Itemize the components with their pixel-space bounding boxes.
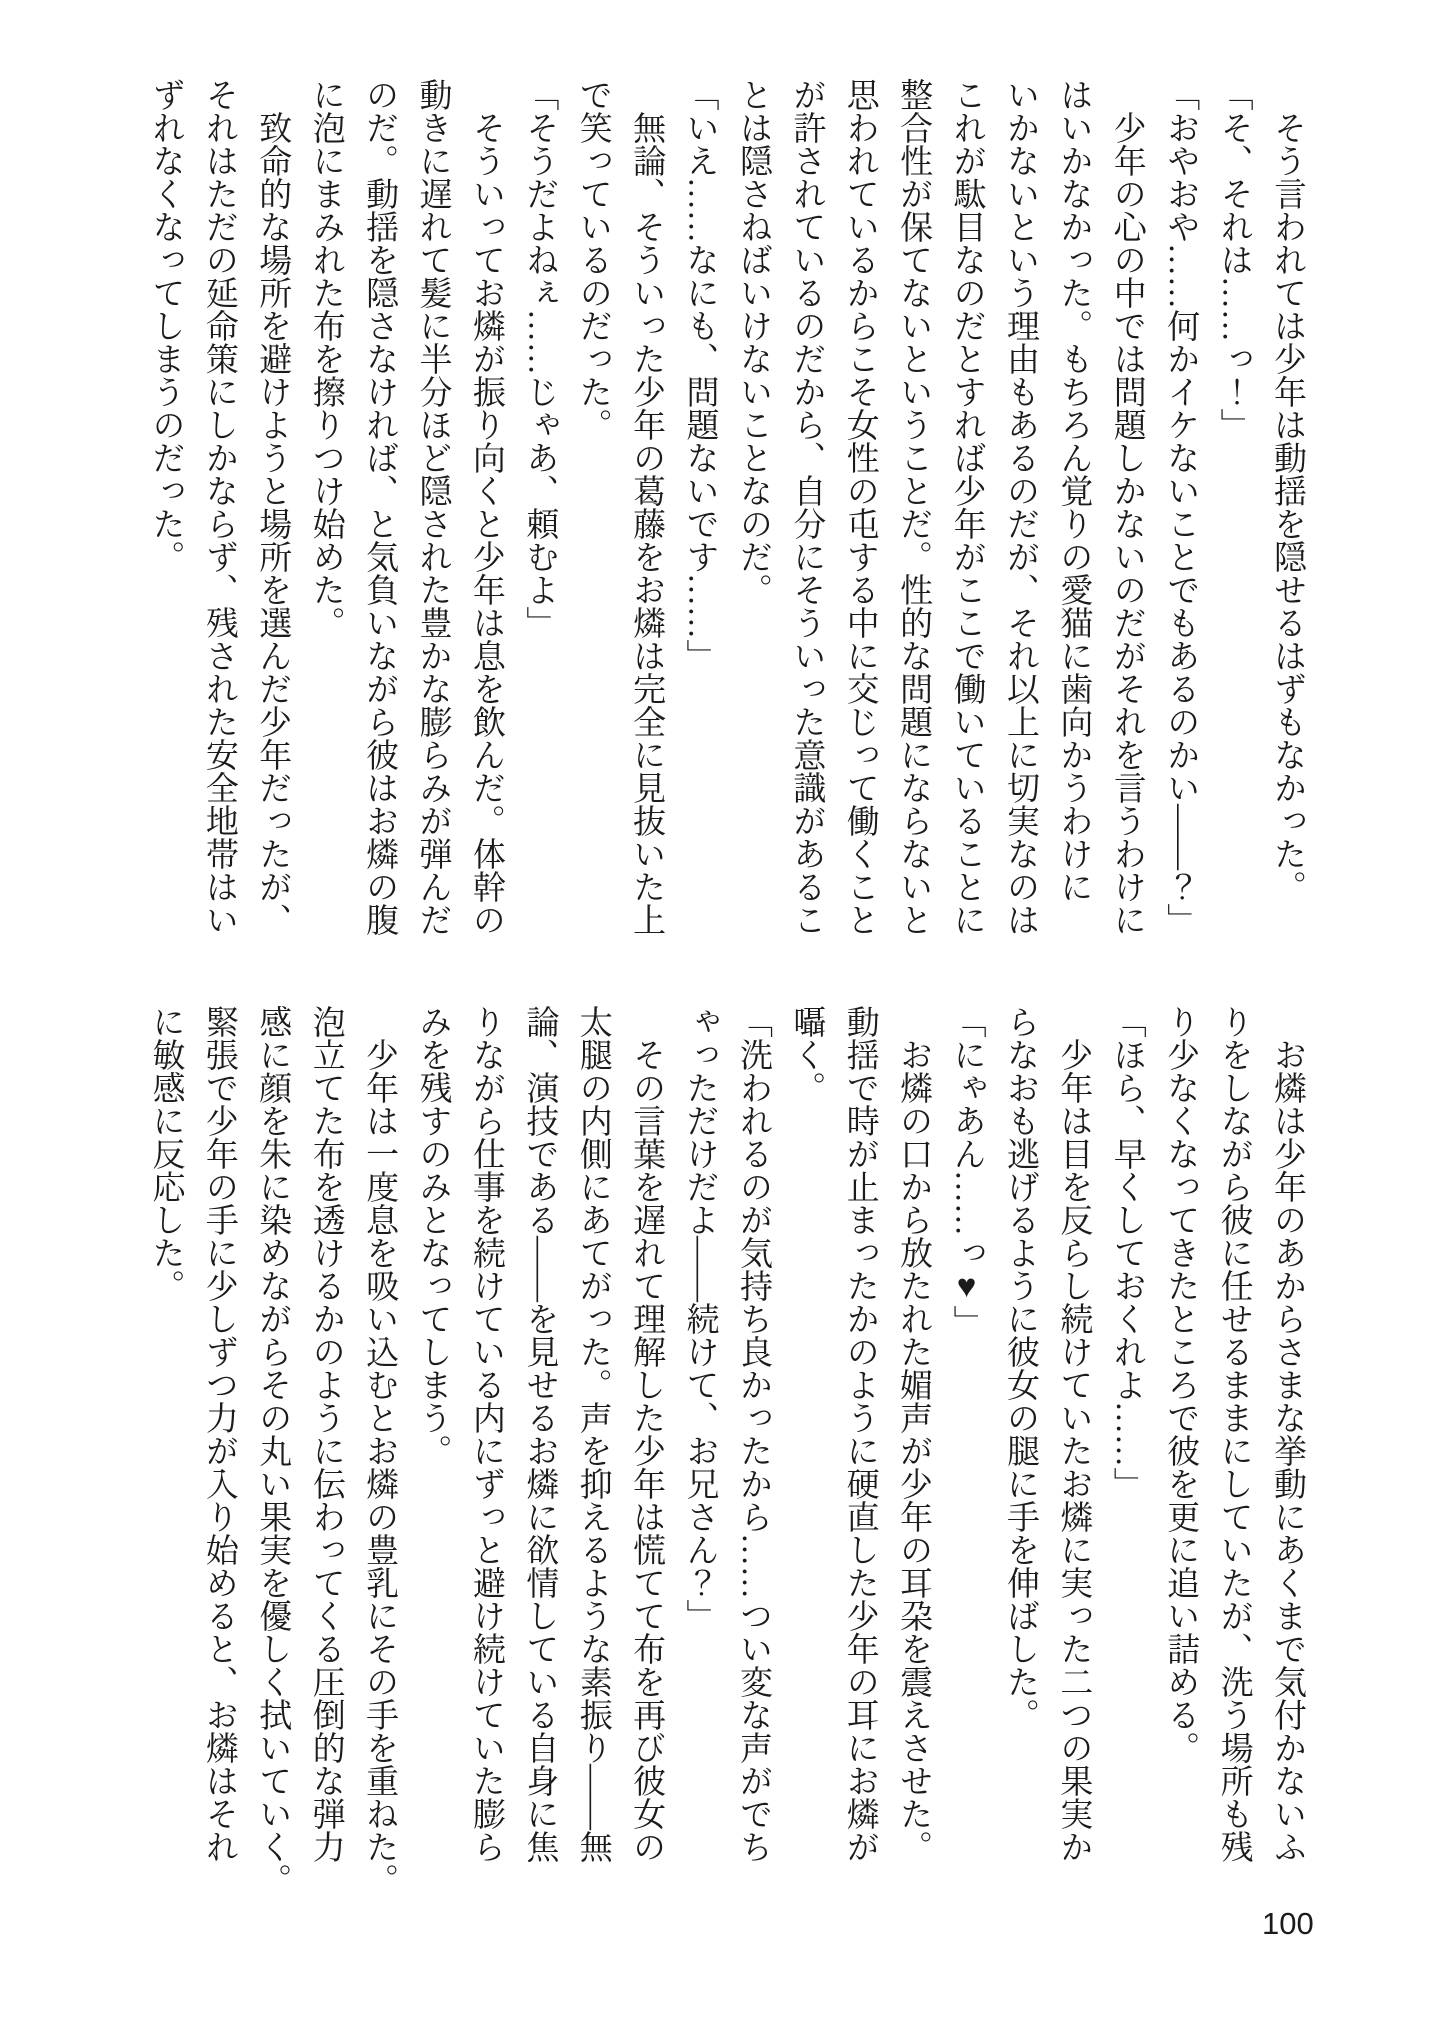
lower-text-block xyxy=(137,1005,1313,1896)
text-column: 思われているからこそ女性の屯する中に交じって働くこと xyxy=(841,78,878,936)
text-column: お燐は少年のあからさまな挙動にあくまで気付かないふ xyxy=(1269,1038,1305,1863)
upper-text-block xyxy=(137,78,1313,940)
text-column: に敏感に反応した。 xyxy=(147,1005,184,1302)
text-column: 「ほら、早くしておくれよ……」 xyxy=(1108,1005,1145,1500)
text-column: 整合性が保てないということだ。性的な問題にならないと xyxy=(895,78,932,936)
text-column: に泡にまみれた布を擦りつけ始めた。 xyxy=(307,78,344,639)
text-column: 少年の心の中では問題しかないのだがそれを言うわけに xyxy=(1108,111,1145,936)
text-column: 致命的な場所を避けようと場所を選んだ少年だったが、 xyxy=(254,111,291,936)
text-column: 「洗われるのが気持ち良かったから……つい変な声がでち xyxy=(734,1005,771,1863)
text-column: はいかなかった。もちろん覚りの愛猫に歯向かうわけに xyxy=(1055,78,1092,903)
text-column: り少なくなってきたところで彼を更に追い詰める。 xyxy=(1162,1005,1199,1764)
text-column: これが駄目なのだとすれば少年がここで働いていることに xyxy=(948,78,985,936)
text-column: が許されているのだから、自分にそういった意識があるこ xyxy=(788,78,825,936)
text-column: 少年は目を反らし続けていたお燐に実った二つの果実か xyxy=(1055,1038,1092,1863)
text-column: 「おやおや……何かイケないことでもあるのかい――？」 xyxy=(1162,78,1199,936)
text-column: のだ。動揺を隠さなければ、と気負いながら彼はお燐の腹 xyxy=(361,78,398,936)
text-column: 「そうだよねぇ……じゃあ、頼むよ」 xyxy=(521,78,558,639)
text-column: りをしながら彼に任せるままにしていたが、洗う場所も残 xyxy=(1215,1005,1252,1863)
text-column: 少年は一度息を吸い込むとお燐の豊乳にその手を重ねた。 xyxy=(361,1038,398,1896)
text-column: そういってお燐が振り向くと少年は息を飲んだ。体幹の xyxy=(467,111,504,936)
text-column: お燐の口から放たれた媚声が少年の耳朶を震えさせた。 xyxy=(895,1038,932,1863)
text-column: で笑っているのだった。 xyxy=(574,78,611,441)
text-column: 太腿の内側にあてがった。声を抑えるような素振り――無 xyxy=(574,1005,611,1863)
text-column: 感に顔を朱に染めながらその丸い果実を優しく拭いていく。 xyxy=(254,1005,291,1896)
text-column: とは隠さねばいけないことなのだ。 xyxy=(734,78,771,606)
text-column: そう言われては少年は動揺を隠せるはずもなかった。 xyxy=(1269,111,1305,903)
text-column: 「いえ……なにも、問題ないです……」 xyxy=(681,78,718,672)
text-column: ずれなくなってしまうのだった。 xyxy=(147,78,184,573)
text-column: それはただの延命策にしかならず、残された安全地帯はい xyxy=(200,78,237,936)
text-column: みを残すのみとなってしまう。 xyxy=(414,1005,451,1467)
text-column: その言葉を遅れて理解した少年は慌てて布を再び彼女の xyxy=(628,1038,665,1863)
text-column: らなおも逃げるように彼女の腿に手を伸ばした。 xyxy=(1001,1005,1038,1731)
text-column: 囁く。 xyxy=(788,1005,825,1104)
text-column: いかないという理由もあるのだが、それ以上に切実なのは xyxy=(1001,78,1038,936)
text-column: ゃっただけだよ――続けて、お兄さん？」 xyxy=(681,1005,718,1632)
text-column: 「にゃあん……っ♥」 xyxy=(948,1005,985,1338)
text-column: 動揺で時が止まったかのように硬直した少年の耳にお燐が xyxy=(841,1005,878,1863)
text-column: 泡立てた布を透けるかのように伝わってくる圧倒的な弾力 xyxy=(307,1005,344,1863)
text-column: 無論、そういった少年の葛藤をお燐は完全に見抜いた上 xyxy=(628,111,665,936)
page-number: 100 xyxy=(1262,1906,1314,1941)
text-column: 「そ、それは……っ！」 xyxy=(1215,78,1252,441)
text-column: りながら仕事を続けている内にずっと避け続けていた膨ら xyxy=(467,1005,504,1863)
text-column: 動きに遅れて髪に半分ほど隠された豊かな膨らみが弾んだ xyxy=(414,78,451,936)
text-column: 緊張で少年の手に少しずつ力が入り始めると、お燐はそれ xyxy=(200,1005,237,1863)
text-column: 論、演技である――を見せるお燐に欲情している自身に焦 xyxy=(521,1005,558,1863)
